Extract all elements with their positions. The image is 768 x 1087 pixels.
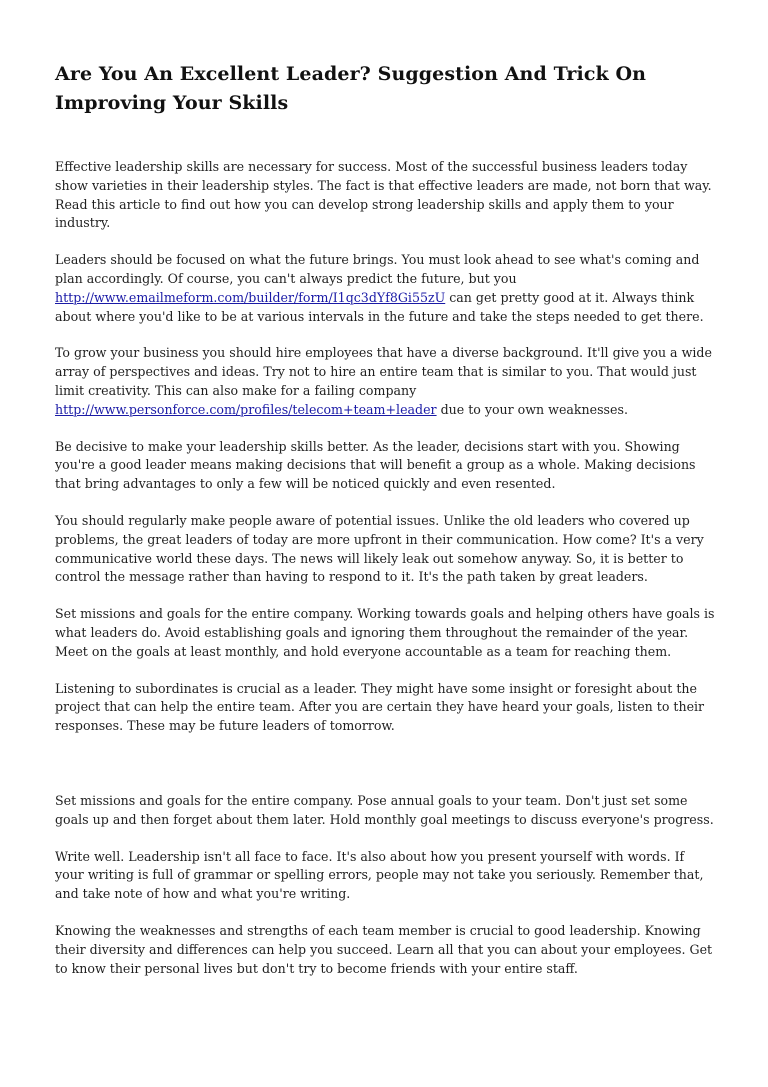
document-page xyxy=(55,60,717,996)
paragraph-team-strengths: Knowing the weaknesses and strengths of each team member is crucial to good leadership. Knowing their diversity and differences can help you succeed. Learn all that you can about your employees. Get to know their personal lives but don't try to become friends with your entire staff. xyxy=(55,922,713,976)
paragraph-diverse-hiring xyxy=(55,344,717,419)
paragraph-annual-goals: Set missions and goals for the entire company. Pose annual goals to your team. Don't just set some goals up and then forget about them later. Hold monthly goal meetings to discuss everyone's progress. xyxy=(55,792,714,827)
article-title: Are You An Excellent Leader? Suggestion And Trick On Improving Your Skills xyxy=(55,63,647,114)
paragraph-text: To grow your business you should hire employees that have a diverse background. It'll give you a wide array of perspectives and ideas. Try not to hire an entire team that is similar to you. That would just limit creativity. This can also make for a failing company xyxy=(55,345,712,398)
paragraph-decisive: Be decisive to make your leadership skills better. As the leader, decisions start with you. Showing you're a good leader means making decisions that will benefit a group as a whole. Making decisions that bring advantages to only a few will be noticed quickly and even resented. xyxy=(55,438,696,492)
paragraph-text: can get pretty good at it. Always think about where you'd like to be at various intervals in the future and take the steps needed to get there. xyxy=(55,289,704,324)
paragraph-text: Leaders should be focused on what the future brings. You must look ahead to see what's coming and plan accordingly. Of course, you can't always predict the future, but you xyxy=(55,252,700,286)
personforce-link[interactable]: http://www.personforce.com/profiles/telecom+team+leader xyxy=(55,401,437,417)
paragraph-future xyxy=(55,251,717,326)
paragraph-text: due to your own weaknesses. xyxy=(436,401,628,417)
paragraph-intro: Effective leadership skills are necessary for success. Most of the successful business leaders today show varieties in their leadership styles. The fact is that effective leaders are made, not born that way. Read this article to find out how you can develop strong leadership skills and apply them to your industry. xyxy=(55,159,712,231)
paragraph-listening: Listening to subordinates is crucial as a leader. They might have some insight or foresight about the project that can help the entire team. After you are certain they have heard your goals, listen to their responses. These may be future leaders of tomorrow. xyxy=(55,680,705,734)
emailmeform-link[interactable]: http://www.emailmeform.com/builder/form/I1qc3dYf8Gi55zU xyxy=(55,289,446,305)
paragraph-missions-goals: Set missions and goals for the entire company. Working towards goals and helping others have goals is what leaders do. Avoid establishing goals and ignoring them throughout the remainder of the year. Meet on the goals at least monthly, and hold everyone accountable as a team for reaching them. xyxy=(55,606,715,659)
paragraph-potential-issues: You should regularly make people aware of potential issues. Unlike the old leaders who covered up problems, the great leaders of today are more upfront in their communication. How come? It's a very communicative world these days. The news will likely leak out somehow anyway. So, it is better to control the message rather than having to respond to it. It's the path taken by great leaders. xyxy=(55,512,704,585)
paragraph-write-well: Write well. Leadership isn't all face to face. It's also about how you present yourself with words. If your writing is full of grammar or spelling errors, people may not take you seriously. Remember that, and take note of how and what you're writing. xyxy=(55,848,704,902)
